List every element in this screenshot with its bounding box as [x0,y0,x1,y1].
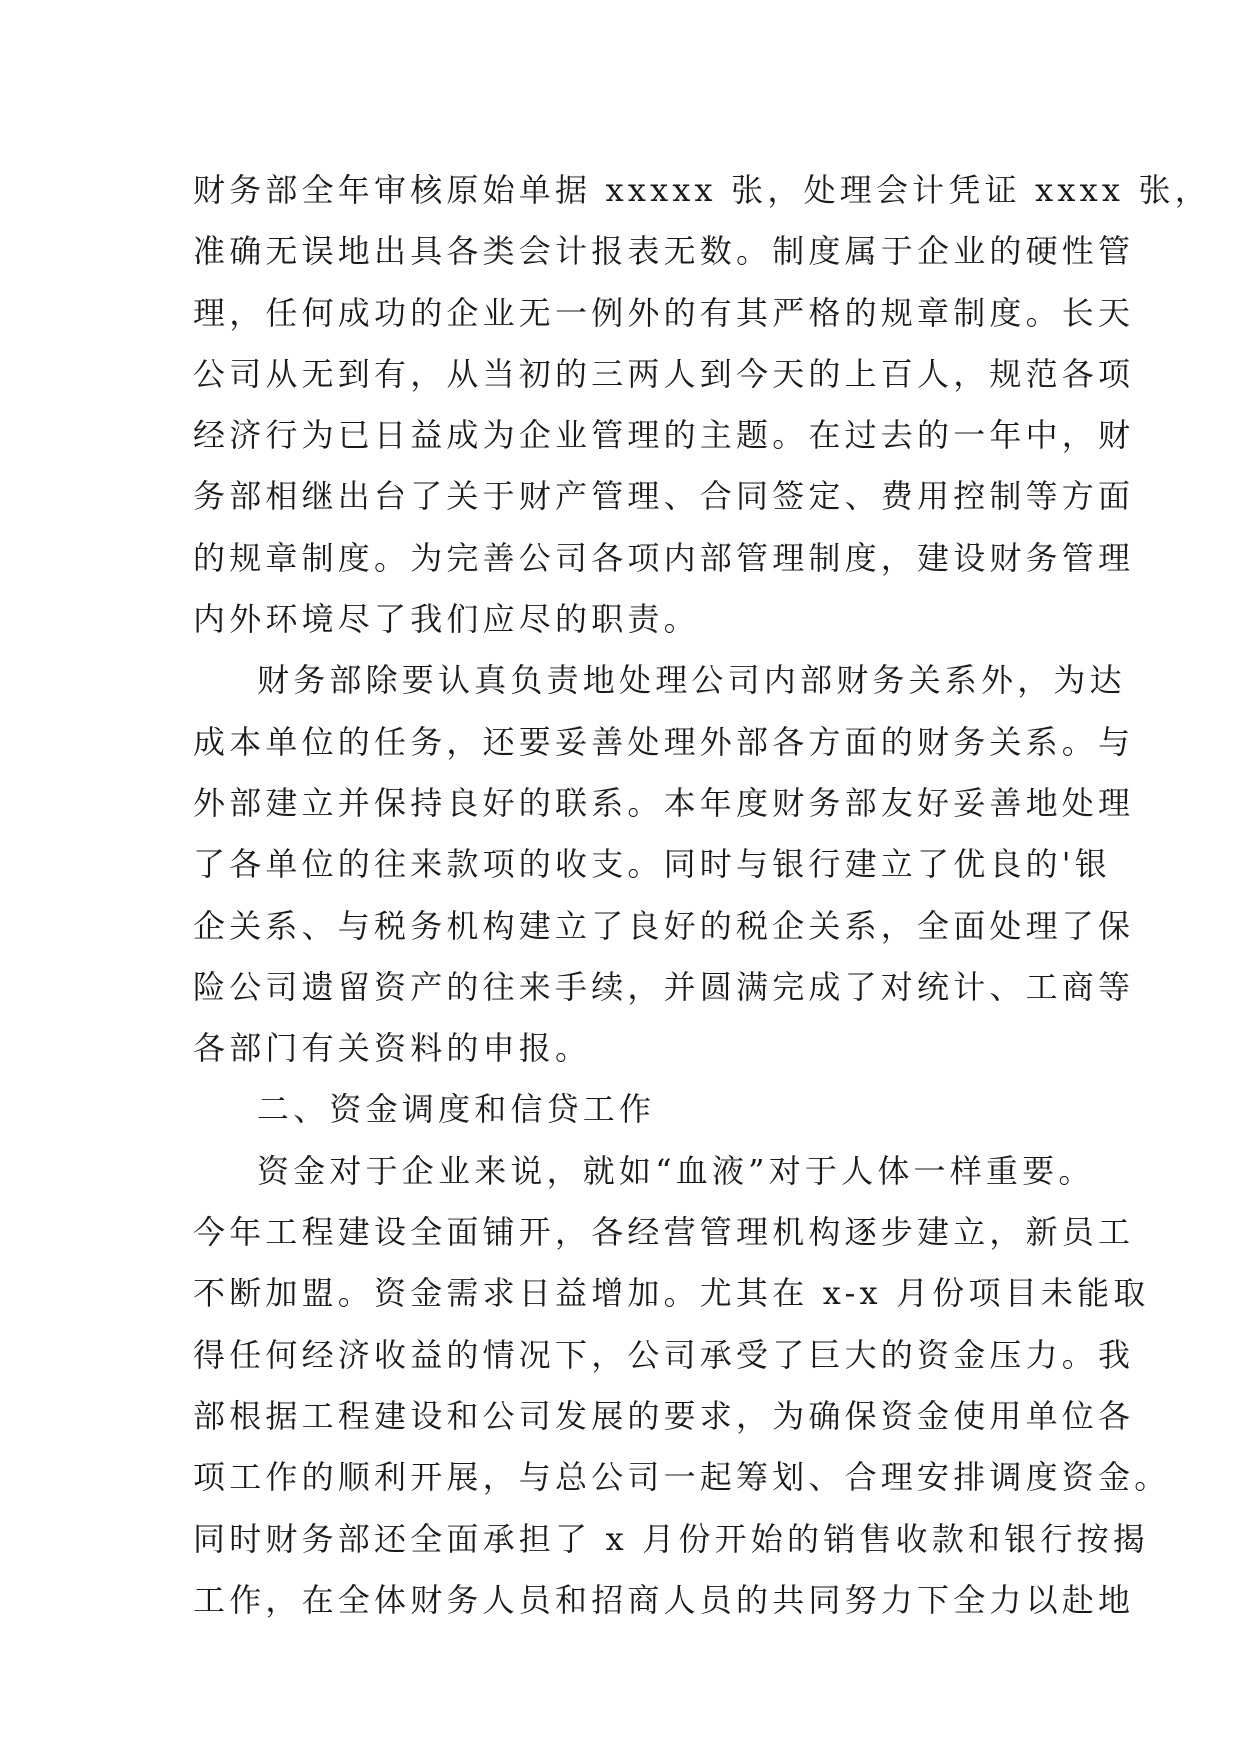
text-line: 理，任何成功的企业无一例外的有其严格的规章制度。长天 [193,293,1135,332]
text-line: 项工作的顺利开展，与总公司一起筹划、合理安排调度资金。 [193,1458,1171,1497]
document-body [193,160,1211,1631]
text-line: 的规章制度。为完善公司各项内部管理制度，建设财务管理 [193,538,1135,577]
text-line: 同时财务部还全面承担了 x 月份开始的销售收款和银行按揭 [193,1519,1149,1558]
text-line: 得任何经济收益的情况下，公司承受了巨大的资金压力。我 [193,1335,1135,1374]
text-line: 不断加盟。资金需求日益增加。尤其在 x-x 月份项目未能取 [193,1274,1150,1313]
text-line: 外部建立并保持良好的联系。本年度财务部友好妥善地处理 [193,783,1135,822]
text-line: 企关系、与税务机构建立了良好的税企关系，全面处理了保 [193,906,1135,945]
section-heading [193,1079,1073,1140]
text-line: 务部相继出台了关于财产管理、合同签定、费用控制等方面 [193,477,1135,516]
text-line: 各部门有关资料的申报。 [193,1029,592,1068]
text-line: 财务部除要认真负责地处理公司内部财务关系外，为达 [257,661,1126,700]
text-line: 公司从无到有，从当初的三两人到今天的上百人，规范各项 [193,354,1135,393]
text-line: 内外环境尽了我们应尽的职责。 [193,600,700,639]
text-line: 了各单位的往来款项的收支。同时与银行建立了优良的'银 [193,845,1111,884]
text-line: 险公司遗留资产的往来手续，并圆满完成了对统计、工商等 [193,967,1135,1006]
paragraph-funding [193,1141,1171,1631]
text-line: 成本单位的任务，还要妥善处理外部各方面的财务关系。与 [193,722,1135,761]
section-heading-text: 二、资金调度和信贷工作 [257,1090,656,1129]
text-line: 部根据工程建设和公司发展的要求，为确保资金使用单位各 [193,1396,1135,1435]
text-line: 财务部全年审核原始单据 xxxxx 张，处理会计凭证 xxxx 张， [193,171,1211,209]
text-line: 资金对于企业来说，就如“血液”对于人体一样重要。 [257,1151,1095,1190]
paragraph-audit-summary [193,160,1211,650]
text-line: 经济行为已日益成为企业管理的主题。在过去的一年中，财 [193,416,1135,455]
text-line: 今年工程建设全面铺开，各经营管理机构逐步建立，新员工 [193,1213,1135,1252]
text-line: 准确无误地出具各类会计报表无数。制度属于企业的硬性管 [193,232,1135,271]
text-line: 工作，在全体财务人员和招商人员的共同努力下全力以赴地 [193,1580,1135,1619]
paragraph-external-relations [193,650,1135,1079]
